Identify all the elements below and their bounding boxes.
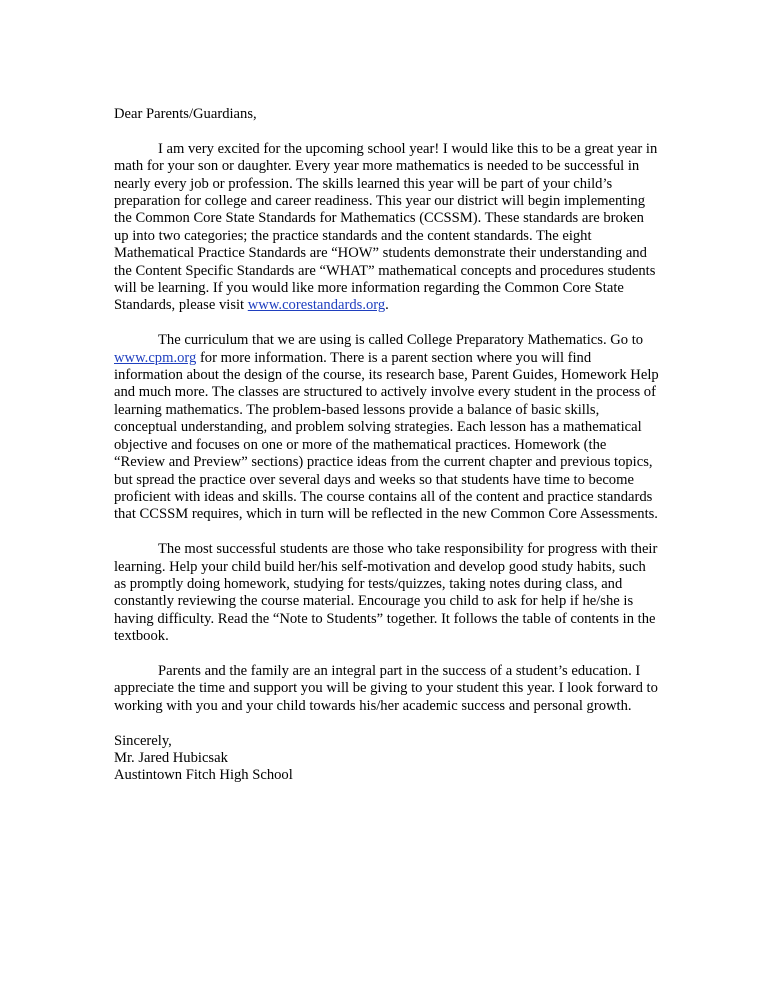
letter-body: [114, 106, 660, 785]
paragraph-family: Parents and the family are an integral part in the success of a student’s education. I appreciate the time and support you will be giving to your student this year. I look forward to working with you and your child towards his/her academic success and personal growth.: [114, 662, 658, 714]
paragraph-common-core-text: I am very excited for the upcoming school year! I would like this to be a great year in math for your son or daughter. Every year more mathematics is needed to be successful in nearly every job or profession. The skills learned this year will be part of your child’s preparation for college and career readiness. This year our district will begin implementing the Common Core State Standards for Mathematics (CCSSM). These standards are broken up into two categories; the practice standards and the content standards. The eight Mathematical Practice Standards are “HOW” students demonstrate their understanding and the Content Specific Standards are “WHAT” mathematical concepts and procedures students will be learning. If you would like more information regarding the Common Core State Standards, please visit: [114, 140, 658, 314]
paragraph-successful-students: The most successful students are those who take responsibility for progress with their learning. Help your child build her/his self-motivation and develop good study habits, such as promptly doing homework, studying for tests/quizzes, taking notes during class, and constantly reviewing the course material. Encourage you child to ask for help if he/she is having difficulty. Read the “Note to Students” together. It follows the table of contents in the textbook.: [114, 541, 658, 645]
salutation: Dear Parents/Guardians,: [114, 106, 257, 122]
cpm-link[interactable]: www.cpm.org: [114, 349, 197, 366]
signer-school: Austintown Fitch High School: [114, 767, 293, 784]
signer-name: Mr. Jared Hubicsak: [114, 749, 228, 766]
paragraph-common-core-end: .: [385, 297, 389, 314]
paragraph-curriculum: [114, 332, 660, 523]
paragraph-common-core: [114, 141, 660, 315]
corestandards-link[interactable]: www.corestandards.org: [247, 297, 386, 314]
closing: Sincerely,: [114, 732, 172, 749]
paragraph-curriculum-start: The curriculum that we are using is called College Preparatory Mathematics. Go to: [158, 332, 644, 349]
paragraph-curriculum-text: for more information. There is a parent section where you will find information about the design of the course, its research base, Parent Guides, Homework Help and much more. The classes are structured to actively involve every student in the process of learning mathematics. The problem-based lessons provide a balance of basic skills, conceptual understanding, and problem solving strategies. Each lesson has a mathematical objective and focuses on one or more of the mathematical practices. Homework (the “Review and Preview” sections) practice ideas from the current chapter and previous topics, but spread the practice over several days and weeks so that students have time to become proficient with ideas and skills. The course contains all of the content and practice standards that CCSSM requires, which in turn will be reflected in the new Common Core Assessments.: [114, 349, 659, 523]
